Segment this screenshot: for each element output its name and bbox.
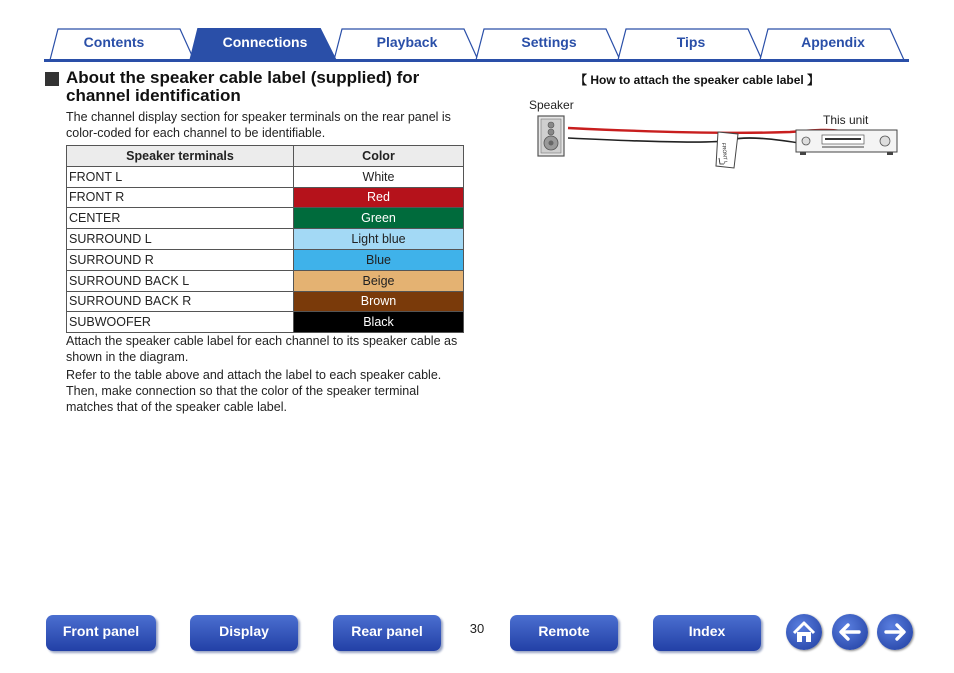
terminal-cell: CENTER — [67, 208, 294, 229]
cable-label-diagram — [530, 110, 910, 180]
table-row — [67, 229, 464, 250]
home-button[interactable] — [786, 614, 822, 650]
diagram-title: 【 How to attach the speaker cable label 】 — [575, 73, 820, 87]
table-row — [67, 208, 464, 229]
color-cell: Black — [294, 312, 464, 333]
tab-underline — [44, 59, 909, 62]
table-row — [67, 291, 464, 312]
section-heading: About the speaker cable label (supplied) for channel identification — [66, 68, 420, 105]
terminal-cell: SURROUND BACK L — [67, 270, 294, 291]
color-cell: Brown — [294, 291, 464, 312]
av-receiver-icon — [796, 130, 897, 155]
terminal-cell: SURROUND BACK R — [67, 291, 294, 312]
color-cell: Light blue — [294, 229, 464, 250]
tab-playback[interactable]: Playback — [376, 34, 438, 50]
header-speaker-terminals: Speaker terminals — [67, 146, 294, 167]
speaker-icon — [538, 116, 564, 156]
unit-label: This unit — [823, 113, 869, 127]
color-cell: Blue — [294, 249, 464, 270]
rear-panel-button[interactable]: Rear panel — [333, 615, 441, 651]
index-button[interactable]: Index — [653, 615, 761, 651]
color-cell: Red — [294, 187, 464, 208]
display-button[interactable]: Display — [190, 615, 298, 651]
back-arrow-icon — [832, 614, 868, 650]
table-row — [67, 270, 464, 291]
table-row — [67, 187, 464, 208]
heading-bullet — [45, 72, 59, 86]
speaker-label: Speaker — [529, 98, 574, 112]
terminal-cell: FRONT L — [67, 166, 294, 187]
home-icon — [786, 614, 822, 650]
tab-bar — [44, 28, 908, 60]
cable-tag-icon — [716, 132, 738, 168]
terminal-cell: FRONT R — [67, 187, 294, 208]
table-row — [67, 249, 464, 270]
back-button[interactable] — [832, 614, 868, 650]
table-body — [67, 166, 464, 332]
terminal-cell: SURROUND R — [67, 249, 294, 270]
speaker-color-table — [66, 145, 464, 333]
refer-paragraph: Refer to the table above and attach the label to each speaker cable. Then, make connection so that the color of the speaker terminal matches that of the speaker cable label. — [66, 368, 442, 414]
attach-paragraph: Attach the speaker cable label for each channel to its speaker cable as shown in the diagram. — [66, 334, 458, 364]
tab-connections[interactable]: Connections — [222, 34, 308, 50]
table-row — [67, 166, 464, 187]
color-cell: Beige — [294, 270, 464, 291]
tab-contents[interactable]: Contents — [83, 34, 145, 50]
header-color: Color — [294, 146, 464, 167]
tab-settings[interactable]: Settings — [521, 34, 577, 50]
color-cell: White — [294, 166, 464, 187]
forward-button[interactable] — [877, 614, 913, 650]
color-cell: Green — [294, 208, 464, 229]
terminal-cell: SUBWOOFER — [67, 312, 294, 333]
table-row — [67, 312, 464, 333]
cable-tag-text: FRONT L — [720, 142, 729, 165]
remote-button[interactable]: Remote — [510, 615, 618, 651]
page-number: 30 — [469, 621, 485, 636]
table-header-row — [67, 146, 464, 167]
intro-paragraph: The channel display section for speaker terminals on the rear panel is color-coded for each channel to be identifiable. — [66, 110, 451, 140]
front-panel-button[interactable]: Front panel — [46, 615, 156, 651]
terminal-cell: SURROUND L — [67, 229, 294, 250]
forward-arrow-icon — [877, 614, 913, 650]
tab-appendix[interactable]: Appendix — [801, 34, 865, 50]
tab-tips[interactable]: Tips — [676, 34, 706, 50]
